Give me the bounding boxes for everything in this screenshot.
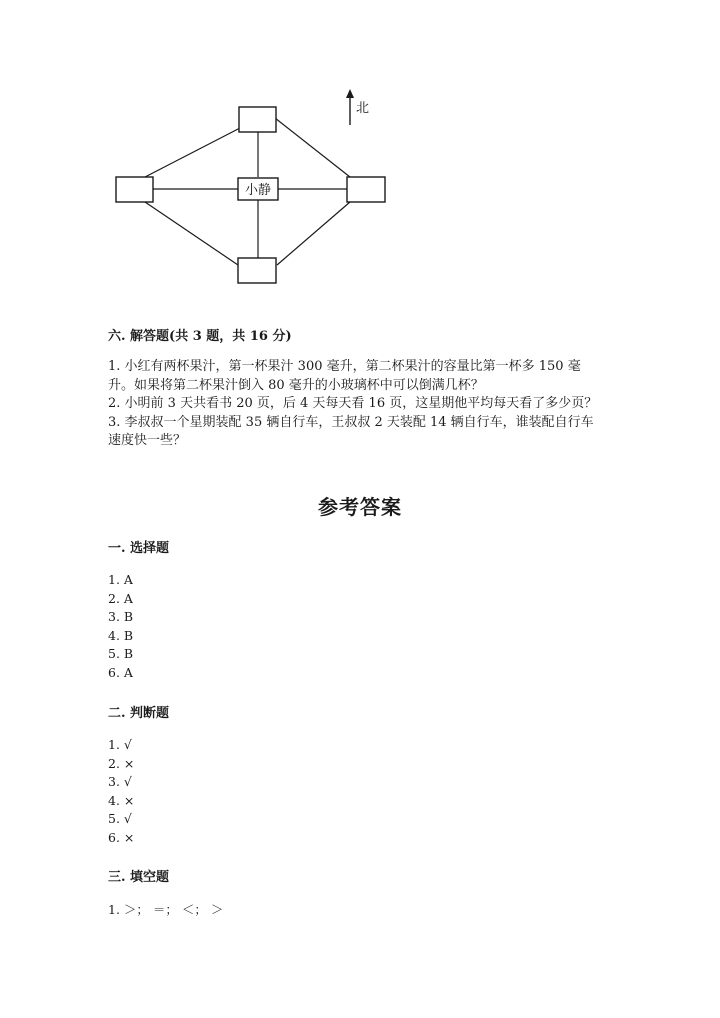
answer-item: 6. A bbox=[108, 664, 133, 680]
direction-diagram bbox=[100, 80, 420, 300]
box-east bbox=[347, 177, 385, 202]
edge-east-south bbox=[277, 202, 350, 265]
edge-north-east bbox=[275, 118, 350, 177]
answer-item: 1. ＞； ＝； ＜； ＞ bbox=[108, 902, 224, 917]
box-north bbox=[239, 107, 276, 132]
answer-item: 1. √ bbox=[108, 737, 132, 752]
question-item: 3. 李叔叔一个星期装配 35 辆自行车，王叔叔 2 天装配 14 辆自行车，谁装配自行车速度快一些？ bbox=[108, 414, 594, 448]
section-6-title: 六. 解答题(共 3 题，共 16 分) bbox=[108, 329, 292, 344]
part-2-answers bbox=[108, 736, 134, 848]
box-south bbox=[238, 258, 276, 283]
edge-west-south bbox=[145, 202, 238, 265]
answer-key-title: 参考答案 bbox=[318, 495, 402, 519]
part-3-title: 三. 填空题 bbox=[108, 870, 170, 885]
answer-item: 4. B bbox=[108, 627, 134, 643]
answer-item: 3. B bbox=[108, 609, 134, 625]
center-label: 小静 bbox=[244, 183, 272, 198]
question-list bbox=[108, 358, 606, 451]
question-item: 2. 小明前 3 天共看书 20 页，后 4 天每天看 16 页，这星期他平均每天看了多少页？ bbox=[108, 396, 598, 411]
answer-item: 3. √ bbox=[108, 774, 132, 790]
part-3-answers bbox=[108, 901, 223, 920]
part-1-answers bbox=[108, 571, 133, 683]
answer-item: 1. A bbox=[108, 572, 133, 587]
answer-item: 5. B bbox=[108, 646, 134, 662]
answer-item: 4. × bbox=[108, 792, 135, 808]
question-item: 1. 小红有两杯果汁，第一杯果汁 300 毫升，第二杯果汁的容量比第一杯多 150 毫升。如果将第二杯果汁倒入 80 毫升的小玻璃杯中可以倒满几杯？ bbox=[108, 359, 581, 393]
answer-item: 2. A bbox=[108, 590, 133, 606]
north-label: 北 bbox=[356, 101, 370, 116]
answer-item: 5. √ bbox=[108, 811, 132, 827]
answer-item: 6. × bbox=[108, 829, 135, 845]
part-1-title: 一. 选择题 bbox=[108, 541, 170, 556]
box-west bbox=[116, 177, 153, 202]
edge-north-west bbox=[145, 128, 240, 177]
answer-item: 2. × bbox=[108, 755, 135, 771]
part-2-title: 二. 判断题 bbox=[108, 706, 170, 721]
north-arrow bbox=[346, 89, 354, 125]
